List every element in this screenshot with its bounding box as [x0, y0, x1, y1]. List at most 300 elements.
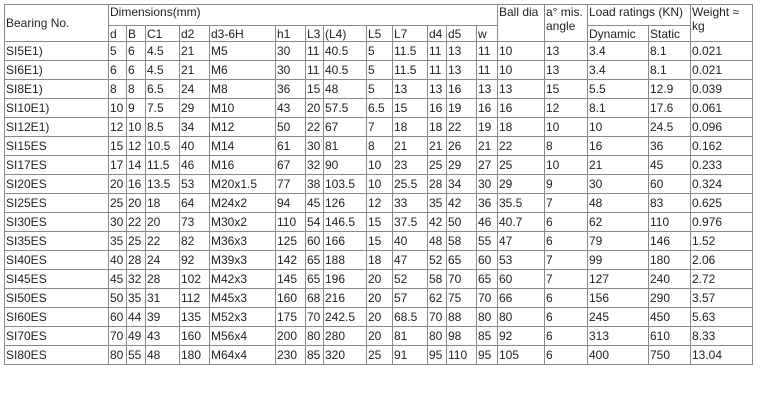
- cell-h1: 160: [276, 289, 306, 308]
- cell-b: 20: [127, 194, 146, 213]
- cell-d3: M45x3: [210, 289, 276, 308]
- cell-d4: 18: [428, 118, 447, 137]
- cell-d5: 65: [447, 251, 477, 270]
- cell-d5: 26: [447, 137, 477, 156]
- cell-weight: 0.021: [691, 61, 753, 80]
- cell-weight: 1.52: [691, 232, 753, 251]
- cell-weight: 0.625: [691, 194, 753, 213]
- cell-d5: 16: [447, 80, 477, 99]
- cell-h1: 175: [276, 308, 306, 327]
- cell-l3: 68: [306, 289, 324, 308]
- cell-l5: 10: [367, 175, 393, 194]
- cell-d: 12: [109, 118, 127, 137]
- cell-c1: 7.5: [146, 99, 180, 118]
- cell-bearing-no: SI30ES: [5, 213, 109, 232]
- cell-d2: 21: [180, 61, 210, 80]
- cell-ball-dia: 60: [498, 270, 545, 289]
- cell-l7: 81: [393, 327, 428, 346]
- cell-d5: 70: [447, 270, 477, 289]
- cell-d5: 22: [447, 118, 477, 137]
- table-row: [5, 99, 753, 118]
- cell-l5: 20: [367, 270, 393, 289]
- cell-d2: 46: [180, 156, 210, 175]
- cell-d2: 53: [180, 175, 210, 194]
- cell-d: 60: [109, 308, 127, 327]
- cell-h1: 125: [276, 232, 306, 251]
- cell-l4: 188: [324, 251, 367, 270]
- cell-l5: 25: [367, 346, 393, 365]
- cell-d3: M24x2: [210, 194, 276, 213]
- cell-dynamic: 62: [588, 213, 649, 232]
- header-dim-d4: d4: [428, 26, 447, 42]
- cell-d: 15: [109, 137, 127, 156]
- cell-l7: 37.5: [393, 213, 428, 232]
- cell-l3: 45: [306, 194, 324, 213]
- cell-d2: 180: [180, 346, 210, 365]
- cell-weight: 3.57: [691, 289, 753, 308]
- cell-mis-angle: 9: [545, 175, 588, 194]
- cell-static: 36: [649, 137, 691, 156]
- cell-ball-dia: 22: [498, 137, 545, 156]
- cell-bearing-no: SI15ES: [5, 137, 109, 156]
- cell-d5: 29: [447, 156, 477, 175]
- cell-mis-angle: 12: [545, 99, 588, 118]
- header-dim-d: d: [109, 26, 127, 42]
- cell-weight: 5.63: [691, 308, 753, 327]
- cell-l5: 5: [367, 61, 393, 80]
- cell-c1: 4.5: [146, 42, 180, 61]
- cell-l4: 146.5: [324, 213, 367, 232]
- cell-d2: 34: [180, 118, 210, 137]
- cell-l3: 85: [306, 346, 324, 365]
- cell-mis-angle: 6: [545, 327, 588, 346]
- cell-l4: 57.5: [324, 99, 367, 118]
- cell-l3: 65: [306, 251, 324, 270]
- cell-d2: 102: [180, 270, 210, 289]
- header-dim-l7: L7: [393, 26, 428, 42]
- cell-bearing-no: SI80ES: [5, 346, 109, 365]
- cell-l7: 13: [393, 80, 428, 99]
- cell-d2: 92: [180, 251, 210, 270]
- cell-static: 45: [649, 156, 691, 175]
- table-row: [5, 308, 753, 327]
- cell-l5: 20: [367, 289, 393, 308]
- cell-ball-dia: 10: [498, 42, 545, 61]
- cell-d2: 112: [180, 289, 210, 308]
- cell-weight: 8.33: [691, 327, 753, 346]
- cell-l5: 5: [367, 80, 393, 99]
- cell-bearing-no: SI5E1): [5, 42, 109, 61]
- cell-b: 44: [127, 308, 146, 327]
- table-row: [5, 232, 753, 251]
- cell-static: 8.1: [649, 61, 691, 80]
- cell-b: 35: [127, 289, 146, 308]
- cell-c1: 18: [146, 194, 180, 213]
- cell-d5: 75: [447, 289, 477, 308]
- cell-d2: 73: [180, 213, 210, 232]
- cell-dynamic: 21: [588, 156, 649, 175]
- header-dim-h1: h1: [276, 26, 306, 42]
- cell-static: 290: [649, 289, 691, 308]
- cell-ball-dia: 105: [498, 346, 545, 365]
- cell-c1: 31: [146, 289, 180, 308]
- cell-h1: 110: [276, 213, 306, 232]
- cell-l5: 8: [367, 137, 393, 156]
- cell-static: 610: [649, 327, 691, 346]
- table-row: [5, 80, 753, 99]
- cell-w: 11: [477, 61, 498, 80]
- cell-h1: 30: [276, 61, 306, 80]
- header-dim-l5: L5: [367, 26, 393, 42]
- cell-b: 25: [127, 232, 146, 251]
- cell-d4: 13: [428, 80, 447, 99]
- cell-l3: 38: [306, 175, 324, 194]
- cell-d4: 70: [428, 308, 447, 327]
- cell-h1: 61: [276, 137, 306, 156]
- cell-h1: 36: [276, 80, 306, 99]
- cell-b: 10: [127, 118, 146, 137]
- cell-d: 10: [109, 99, 127, 118]
- cell-d2: 24: [180, 80, 210, 99]
- cell-l3: 11: [306, 42, 324, 61]
- cell-ball-dia: 66: [498, 289, 545, 308]
- cell-d3: M36x3: [210, 232, 276, 251]
- cell-d: 70: [109, 327, 127, 346]
- cell-static: 750: [649, 346, 691, 365]
- cell-ball-dia: 18: [498, 118, 545, 137]
- cell-ball-dia: 35.5: [498, 194, 545, 213]
- cell-w: 27: [477, 156, 498, 175]
- cell-l3: 11: [306, 61, 324, 80]
- cell-l3: 22: [306, 118, 324, 137]
- cell-l5: 15: [367, 213, 393, 232]
- cell-d3: M42x3: [210, 270, 276, 289]
- cell-d4: 11: [428, 61, 447, 80]
- header-ball-dia: Ball dia: [498, 5, 545, 42]
- header-dim-w: w: [477, 26, 498, 42]
- cell-dynamic: 400: [588, 346, 649, 365]
- cell-b: 6: [127, 42, 146, 61]
- cell-static: 240: [649, 270, 691, 289]
- cell-l7: 57: [393, 289, 428, 308]
- cell-dynamic: 3.4: [588, 61, 649, 80]
- cell-weight: 0.233: [691, 156, 753, 175]
- cell-l5: 5: [367, 42, 393, 61]
- cell-b: 32: [127, 270, 146, 289]
- cell-static: 83: [649, 194, 691, 213]
- cell-mis-angle: 7: [545, 270, 588, 289]
- cell-d: 35: [109, 232, 127, 251]
- cell-d2: 135: [180, 308, 210, 327]
- cell-bearing-no: SI6E1): [5, 61, 109, 80]
- cell-b: 22: [127, 213, 146, 232]
- cell-c1: 20: [146, 213, 180, 232]
- cell-d5: 110: [447, 346, 477, 365]
- cell-l5: 6.5: [367, 99, 393, 118]
- cell-l3: 54: [306, 213, 324, 232]
- cell-static: 146: [649, 232, 691, 251]
- cell-static: 24.5: [649, 118, 691, 137]
- cell-mis-angle: 10: [545, 156, 588, 175]
- cell-w: 55: [477, 232, 498, 251]
- cell-bearing-no: SI10E1): [5, 99, 109, 118]
- cell-d: 45: [109, 270, 127, 289]
- cell-b: 16: [127, 175, 146, 194]
- cell-b: 8: [127, 80, 146, 99]
- cell-dynamic: 79: [588, 232, 649, 251]
- cell-b: 12: [127, 137, 146, 156]
- cell-dynamic: 245: [588, 308, 649, 327]
- cell-c1: 22: [146, 232, 180, 251]
- cell-l3: 15: [306, 80, 324, 99]
- cell-mis-angle: 13: [545, 42, 588, 61]
- cell-weight: 0.162: [691, 137, 753, 156]
- cell-d: 30: [109, 213, 127, 232]
- cell-static: 8.1: [649, 42, 691, 61]
- cell-d5: 88: [447, 308, 477, 327]
- cell-dynamic: 16: [588, 137, 649, 156]
- cell-d5: 34: [447, 175, 477, 194]
- cell-l7: 23: [393, 156, 428, 175]
- table-row: [5, 118, 753, 137]
- cell-d3: M16: [210, 156, 276, 175]
- cell-l4: 48: [324, 80, 367, 99]
- table-row: [5, 175, 753, 194]
- cell-bearing-no: SI35ES: [5, 232, 109, 251]
- cell-l7: 25.5: [393, 175, 428, 194]
- cell-c1: 4.5: [146, 61, 180, 80]
- cell-bearing-no: SI40ES: [5, 251, 109, 270]
- cell-static: 12.9: [649, 80, 691, 99]
- cell-static: 60: [649, 175, 691, 194]
- header-dim-b: B: [127, 26, 146, 42]
- cell-weight: 2.06: [691, 251, 753, 270]
- cell-weight: 0.061: [691, 99, 753, 118]
- header-mis-angle: a° mis. angle: [545, 5, 588, 42]
- cell-l7: 15: [393, 99, 428, 118]
- cell-d3: M14: [210, 137, 276, 156]
- table-row: [5, 270, 753, 289]
- cell-w: 46: [477, 213, 498, 232]
- cell-weight: 0.039: [691, 80, 753, 99]
- cell-l4: 126: [324, 194, 367, 213]
- cell-ball-dia: 29: [498, 175, 545, 194]
- cell-b: 28: [127, 251, 146, 270]
- cell-d3: M6: [210, 61, 276, 80]
- table-row: [5, 156, 753, 175]
- cell-h1: 142: [276, 251, 306, 270]
- cell-d3: M52x3: [210, 308, 276, 327]
- cell-bearing-no: SI25ES: [5, 194, 109, 213]
- cell-weight: 0.324: [691, 175, 753, 194]
- cell-d3: M10: [210, 99, 276, 118]
- cell-d4: 42: [428, 213, 447, 232]
- cell-h1: 94: [276, 194, 306, 213]
- cell-l5: 20: [367, 308, 393, 327]
- cell-w: 60: [477, 251, 498, 270]
- header-dim-d2: d2: [180, 26, 210, 42]
- table-body: [5, 42, 753, 365]
- cell-l4: 67: [324, 118, 367, 137]
- cell-d3: M8: [210, 80, 276, 99]
- cell-l4: 280: [324, 327, 367, 346]
- header-load-ratings: Load ratings (KN): [588, 5, 691, 26]
- cell-l3: 65: [306, 270, 324, 289]
- cell-l5: 20: [367, 327, 393, 346]
- cell-dynamic: 156: [588, 289, 649, 308]
- cell-l5: 12: [367, 194, 393, 213]
- cell-b: 6: [127, 61, 146, 80]
- cell-bearing-no: SI60ES: [5, 308, 109, 327]
- cell-d: 6: [109, 61, 127, 80]
- cell-dynamic: 3.4: [588, 42, 649, 61]
- cell-c1: 48: [146, 346, 180, 365]
- cell-bearing-no: SI12E1): [5, 118, 109, 137]
- cell-d3: M20x1.5: [210, 175, 276, 194]
- cell-h1: 43: [276, 99, 306, 118]
- header-bearing-no: Bearing No.: [5, 5, 109, 42]
- cell-l4: 216: [324, 289, 367, 308]
- cell-h1: 30: [276, 42, 306, 61]
- cell-mis-angle: 7: [545, 251, 588, 270]
- header-dimensions: Dimensions(mm): [109, 5, 498, 26]
- cell-l7: 11.5: [393, 42, 428, 61]
- cell-w: 95: [477, 346, 498, 365]
- cell-w: 36: [477, 194, 498, 213]
- table-row: [5, 289, 753, 308]
- cell-w: 80: [477, 308, 498, 327]
- cell-ball-dia: 80: [498, 308, 545, 327]
- cell-d: 17: [109, 156, 127, 175]
- cell-w: 19: [477, 118, 498, 137]
- cell-d: 80: [109, 346, 127, 365]
- cell-l7: 21: [393, 137, 428, 156]
- cell-l3: 32: [306, 156, 324, 175]
- cell-mis-angle: 6: [545, 308, 588, 327]
- cell-l7: 33: [393, 194, 428, 213]
- header-weight: Weight ≈ kg: [691, 5, 753, 42]
- cell-l4: 196: [324, 270, 367, 289]
- cell-ball-dia: 10: [498, 61, 545, 80]
- table-row: [5, 194, 753, 213]
- cell-l3: 60: [306, 232, 324, 251]
- cell-d3: M5: [210, 42, 276, 61]
- cell-mis-angle: 7: [545, 194, 588, 213]
- cell-l7: 18: [393, 118, 428, 137]
- cell-l7: 68.5: [393, 308, 428, 327]
- cell-d4: 95: [428, 346, 447, 365]
- cell-h1: 77: [276, 175, 306, 194]
- cell-ball-dia: 47: [498, 232, 545, 251]
- cell-c1: 24: [146, 251, 180, 270]
- header-dim-l3: L3: [306, 26, 324, 42]
- header-load-dynamic: Dynamic: [588, 26, 649, 42]
- cell-l7: 91: [393, 346, 428, 365]
- cell-d2: 40: [180, 137, 210, 156]
- cell-dynamic: 10: [588, 118, 649, 137]
- cell-h1: 200: [276, 327, 306, 346]
- cell-mis-angle: 10: [545, 118, 588, 137]
- cell-d4: 16: [428, 99, 447, 118]
- cell-d2: 64: [180, 194, 210, 213]
- cell-d4: 25: [428, 156, 447, 175]
- cell-dynamic: 313: [588, 327, 649, 346]
- cell-weight: 2.72: [691, 270, 753, 289]
- cell-d: 5: [109, 42, 127, 61]
- cell-w: 85: [477, 327, 498, 346]
- cell-b: 9: [127, 99, 146, 118]
- cell-static: 17.6: [649, 99, 691, 118]
- cell-d2: 21: [180, 42, 210, 61]
- cell-d5: 58: [447, 232, 477, 251]
- cell-l3: 80: [306, 327, 324, 346]
- cell-weight: 0.096: [691, 118, 753, 137]
- table-row: [5, 137, 753, 156]
- cell-l4: 40.5: [324, 42, 367, 61]
- cell-dynamic: 48: [588, 194, 649, 213]
- cell-w: 16: [477, 99, 498, 118]
- cell-d2: 29: [180, 99, 210, 118]
- cell-l4: 81: [324, 137, 367, 156]
- cell-dynamic: 8.1: [588, 99, 649, 118]
- table-row: [5, 346, 753, 365]
- cell-ball-dia: 40.7: [498, 213, 545, 232]
- cell-weight: 13.04: [691, 346, 753, 365]
- cell-bearing-no: SI50ES: [5, 289, 109, 308]
- cell-mis-angle: 6: [545, 289, 588, 308]
- cell-h1: 230: [276, 346, 306, 365]
- cell-c1: 28: [146, 270, 180, 289]
- cell-w: 11: [477, 42, 498, 61]
- cell-mis-angle: 13: [545, 61, 588, 80]
- cell-d2: 82: [180, 232, 210, 251]
- cell-d4: 35: [428, 194, 447, 213]
- cell-d4: 52: [428, 251, 447, 270]
- cell-b: 14: [127, 156, 146, 175]
- table-row: [5, 42, 753, 61]
- cell-d3: M12: [210, 118, 276, 137]
- cell-l3: 30: [306, 137, 324, 156]
- cell-h1: 50: [276, 118, 306, 137]
- cell-ball-dia: 16: [498, 99, 545, 118]
- cell-d3: M39x3: [210, 251, 276, 270]
- cell-d3: M56x4: [210, 327, 276, 346]
- cell-d: 40: [109, 251, 127, 270]
- cell-d: 8: [109, 80, 127, 99]
- cell-weight: 0.976: [691, 213, 753, 232]
- cell-c1: 39: [146, 308, 180, 327]
- cell-static: 110: [649, 213, 691, 232]
- cell-mis-angle: 6: [545, 232, 588, 251]
- cell-w: 21: [477, 137, 498, 156]
- cell-w: 13: [477, 80, 498, 99]
- cell-d: 50: [109, 289, 127, 308]
- cell-b: 55: [127, 346, 146, 365]
- cell-d3: M30x2: [210, 213, 276, 232]
- cell-d3: M64x4: [210, 346, 276, 365]
- cell-l3: 20: [306, 99, 324, 118]
- cell-l4: 242.5: [324, 308, 367, 327]
- cell-d: 20: [109, 175, 127, 194]
- header-dim-d3: d3-6H: [210, 26, 276, 42]
- cell-d5: 98: [447, 327, 477, 346]
- cell-bearing-no: SI20ES: [5, 175, 109, 194]
- cell-d4: 80: [428, 327, 447, 346]
- cell-ball-dia: 53: [498, 251, 545, 270]
- cell-d5: 50: [447, 213, 477, 232]
- cell-l5: 7: [367, 118, 393, 137]
- cell-l7: 47: [393, 251, 428, 270]
